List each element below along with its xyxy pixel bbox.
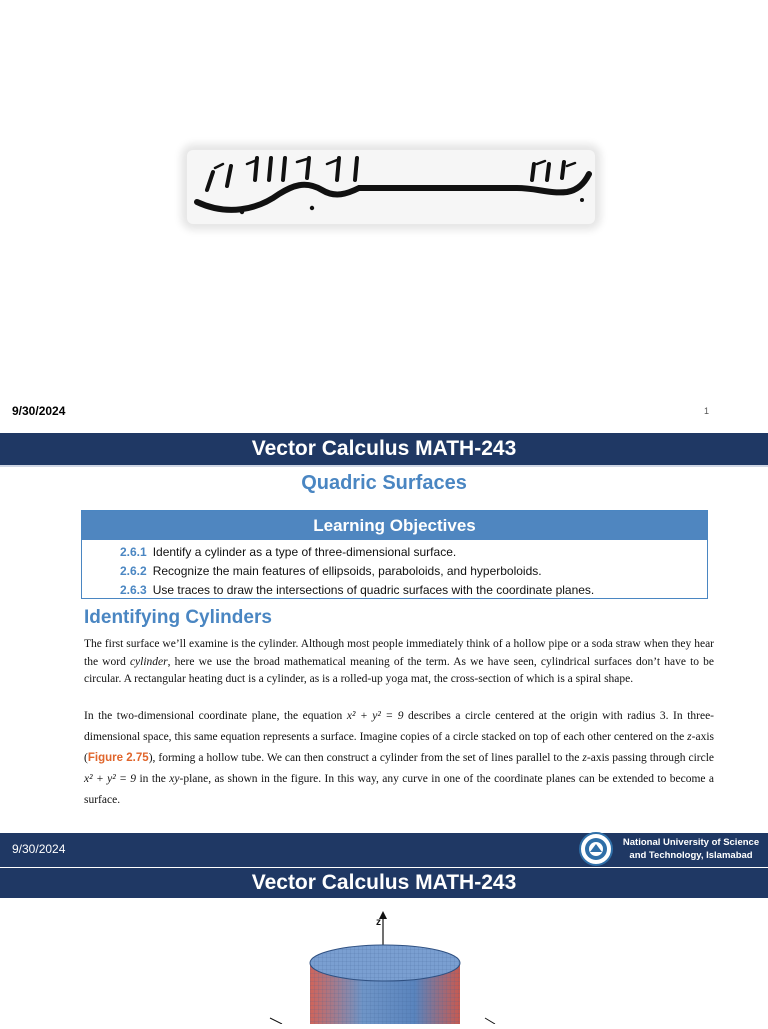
paragraph-text: The first surface we’ll examine is the cylinder. Although most people immediately think of a hollow pipe or a soda straw when they hear the word — [84, 638, 714, 668]
list-item — [82, 581, 707, 600]
paragraph-text: In the two-dimensional coordinate plane, the equation — [84, 710, 347, 722]
equation: x² + y² = 9 — [346, 710, 404, 722]
objective-text: Use traces to draw the intersections of quadric surfaces with the coordinate planes. — [152, 583, 595, 597]
paragraph-cylinder-intro — [84, 636, 714, 689]
learning-objectives-list — [82, 543, 707, 600]
cylinder-figure — [250, 905, 550, 1024]
footer-date: 9/30/2024 — [12, 842, 66, 856]
variable: z — [687, 731, 692, 743]
equation: x² + y² = 9 — [84, 773, 137, 785]
variable: xy — [169, 773, 180, 785]
list-item — [82, 562, 707, 581]
university-name-line: National University of Science — [622, 837, 760, 848]
section-title: Quadric Surfaces — [301, 472, 467, 494]
learning-objectives-header: Learning Objectives — [82, 511, 707, 540]
paragraph-text: ), forming a hollow tube. We can then construct a cylinder from the set of lines parallel to the — [148, 752, 583, 764]
paragraph-text: -axis passing through circle — [586, 752, 715, 764]
list-item — [82, 543, 707, 562]
objective-number: 2.6.1 — [120, 545, 147, 559]
slide-date: 9/30/2024 — [12, 404, 66, 418]
bismillah-calligraphy — [187, 150, 595, 224]
objective-text: Recognize the main features of ellipsoids, paraboloids, and hyperboloids. — [152, 564, 542, 578]
university-logo — [579, 832, 613, 866]
variable: z — [582, 752, 587, 764]
paragraph-text: describes a circle centered at the origin with radius 3. In three-dimensional space, this same equation represents a surface. Imagine copies of a circle stacked on top of each other centered on the — [84, 710, 715, 743]
course-title-bar: Vector Calculus MATH-243 — [0, 868, 768, 898]
university-name — [618, 836, 764, 862]
objective-number: 2.6.2 — [120, 564, 147, 578]
paragraph-text: in the — [136, 773, 170, 785]
paragraph-text: , here we use the broad mathematical meaning of the term. As we have seen, cylindrical surfaces don’t have to be circular. A rectangular heating duct is a cylinder, as is a rolled-up yoga mat, the cross-section of which is a spiral shape. — [84, 655, 714, 685]
university-name-line: and Technology, Islamabad — [629, 850, 753, 861]
paragraph-text: -plane, as shown in the figure. In this way, any curve in one of the coordinate planes can be extended to become a surface. — [84, 773, 715, 806]
paragraph-cylinder-equation — [84, 706, 714, 811]
page-number: 1 — [704, 406, 710, 416]
objective-text: Identify a cylinder as a type of three-dimensional surface. — [152, 545, 457, 559]
learning-objectives-box — [81, 510, 708, 599]
objective-number: 2.6.3 — [120, 583, 147, 597]
figure-link[interactable]: Figure 2.75 — [87, 752, 149, 764]
emphasis-text: cylinder — [129, 655, 168, 668]
course-title-bar: Vector Calculus MATH-243 — [0, 433, 768, 467]
paragraph-text: -axis ( — [84, 731, 714, 764]
subsection-heading: Identifying Cylinders — [84, 607, 272, 628]
z-axis-label: z — [376, 917, 381, 928]
